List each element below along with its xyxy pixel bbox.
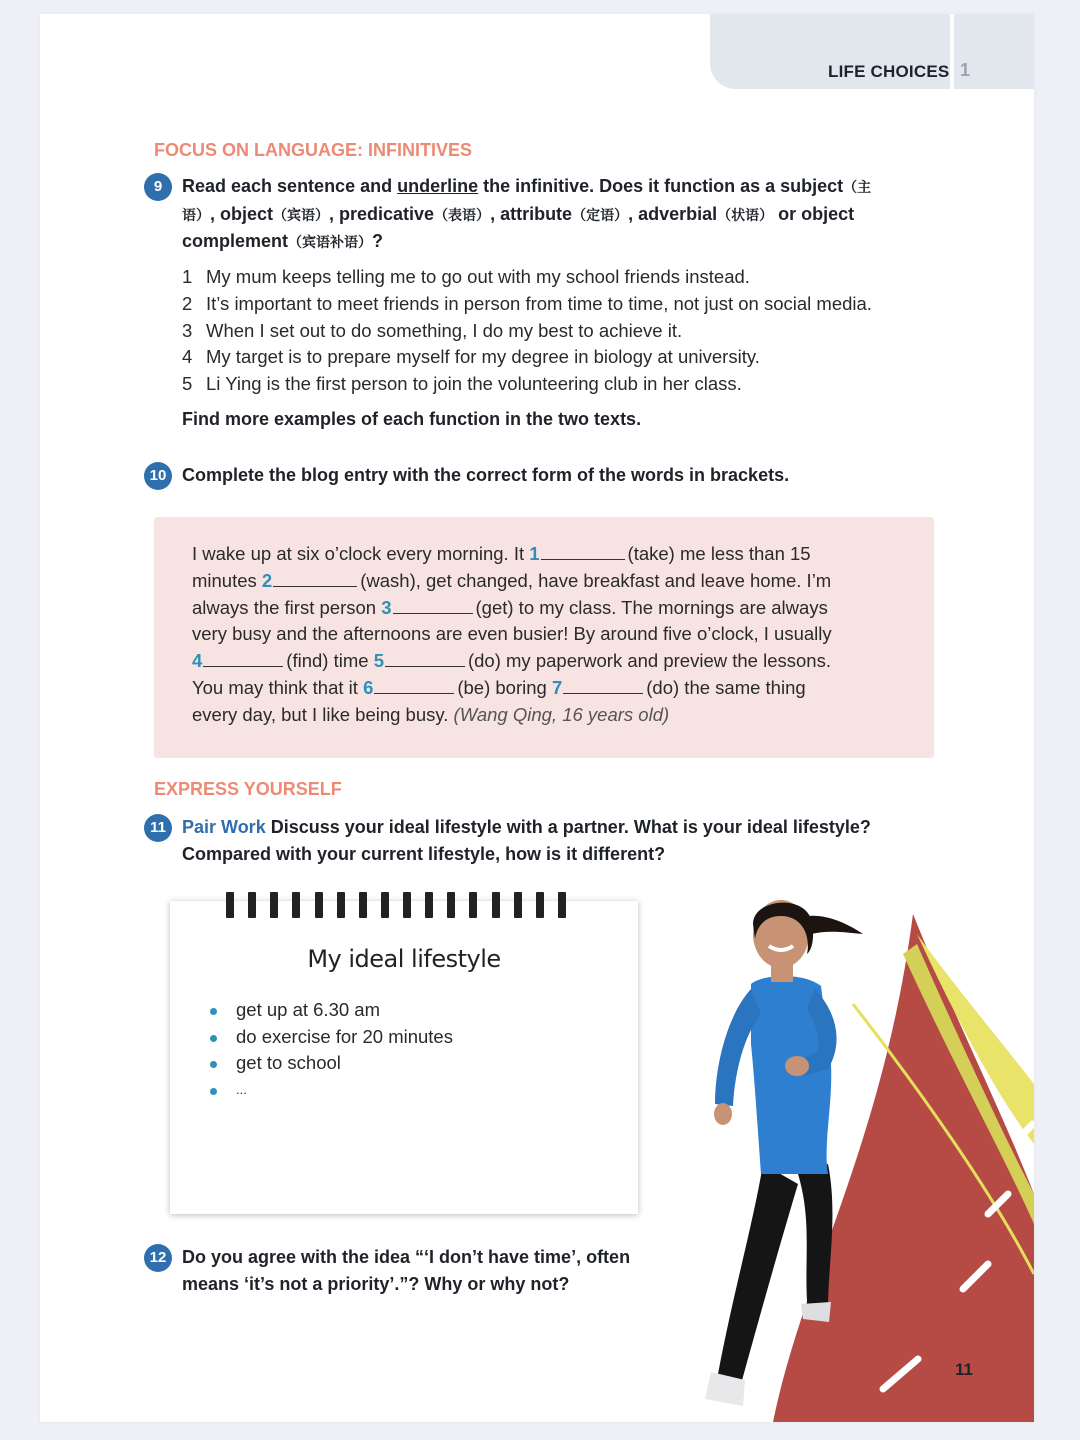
section-title-express: EXPRESS YOURSELF <box>154 779 342 799</box>
gap-2-blank[interactable] <box>273 573 357 587</box>
gap-1-blank[interactable] <box>541 546 625 560</box>
blog-entry-text: I wake up at six o’clock every morning. It 1 (take) me less than 15 minutes 2 (wash), get changed, have breakfast and leave home. I’m always the first person 3 (get) to my class. The mornings are always very busy and the afternoons are even busier! By around five o’clock, I usually 4 (find) time 5 (do) my paperwork and preview the lessons. You may think that it 6 (be) boring 7 (do) the same thing every day, but I like being busy. (Wang Qing, 16 years old) <box>192 543 832 725</box>
gap-3-blank[interactable] <box>393 600 473 614</box>
blog-author: (Wang Qing, 16 years old) <box>453 703 670 725</box>
header-divider <box>950 14 954 89</box>
list-item: 3 When I set out to do something, I do my best to achieve it. <box>182 319 683 341</box>
spiral-binding <box>226 892 566 918</box>
gap-7-blank[interactable] <box>563 680 643 694</box>
exercise-12-badge: 12 <box>144 1244 172 1272</box>
list-item: 2 It’s important to meet friends in person from time to time, not just on social media. <box>182 292 872 314</box>
unit-number: 1 <box>960 60 971 80</box>
list-item: do exercise for 20 minutes <box>206 1024 453 1051</box>
list-item: 4 My target is to prepare myself for my degree in biology at university. <box>182 346 760 368</box>
runner-photo <box>703 894 1034 1422</box>
sentence-list <box>182 264 1002 398</box>
section-title-focus: FOCUS ON LANGUAGE: INFINITIVES <box>154 140 473 160</box>
page-number: 11 <box>955 1360 973 1379</box>
list-item: 1 My mum keeps telling me to go out with my school friends instead. <box>182 266 750 287</box>
lifestyle-list <box>206 997 453 1103</box>
list-item: ... <box>206 1077 453 1104</box>
list-item: get to school <box>206 1050 453 1077</box>
textbook-page <box>40 14 1034 1422</box>
exercise-10-instruction: Complete the blog entry with the correct form of the words in brackets. <box>182 465 790 485</box>
pair-work-label: Pair Work <box>182 817 266 837</box>
notebook-card <box>170 901 638 1214</box>
exercise-12-instruction: Do you agree with the idea “‘I don’t have time’, often means ‘it’s not a priority’.”? Why or why not? <box>182 1247 631 1294</box>
unit-title: LIFE CHOICES <box>828 62 950 81</box>
exercise-11-instruction: Pair Work Discuss your ideal lifestyle with a partner. What is your ideal lifestyle? Compared with your current lifestyle, how is it different? <box>182 817 871 864</box>
gap-5-blank[interactable] <box>385 653 465 667</box>
blog-entry-box <box>154 517 934 758</box>
gap-4-blank[interactable] <box>203 653 283 667</box>
exercise-10-badge: 10 <box>144 462 172 490</box>
exercise-11-badge: 11 <box>144 814 172 842</box>
list-item: 5 Li Ying is the first person to join the volunteering club in her class. <box>182 373 742 395</box>
exercise-9-instruction: Read each sentence and underline the infinitive. Does it function as a subject（主 语）, object（宾语）, predicative（表语）, attribute（定语）, adverbial（状语） or object complement（宾语补语）? <box>182 176 872 251</box>
gap-6-blank[interactable] <box>374 680 454 694</box>
notebook-title: My ideal lifestyle <box>307 945 501 973</box>
list-item: get up at 6.30 am <box>206 997 453 1024</box>
exercise-9-badge: 9 <box>144 173 172 201</box>
find-more-instruction: Find more examples of each function in the two texts. <box>182 409 642 429</box>
